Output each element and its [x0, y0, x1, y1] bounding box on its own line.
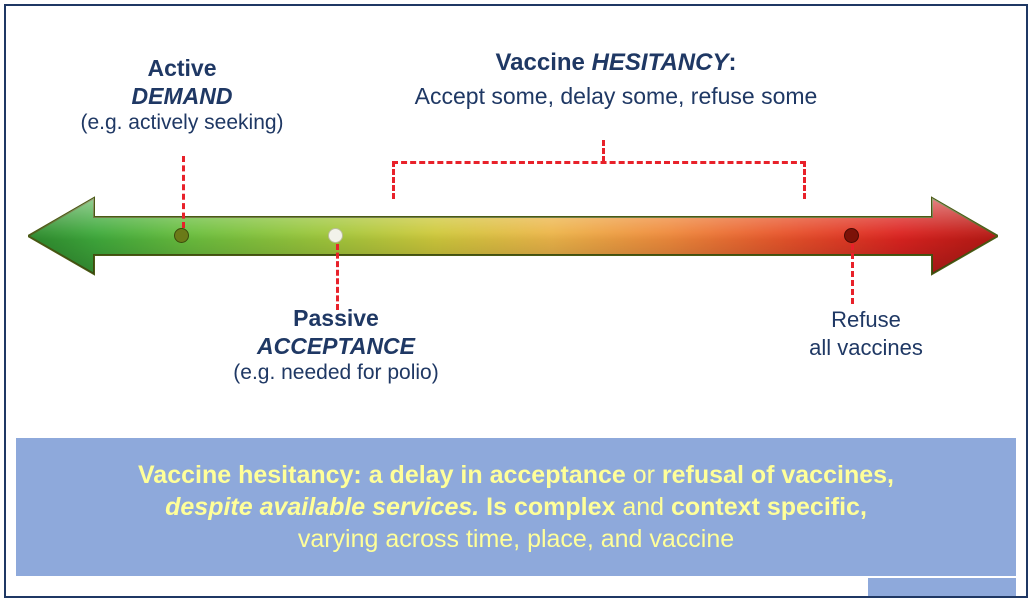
definition-line2-part-b: Is complex — [479, 493, 616, 521]
definition-line1-part-a: Vaccine hesitancy: a delay in acceptance — [138, 461, 626, 489]
definition-line1-part-b: or — [625, 461, 662, 489]
definition-line2-part-e: , — [859, 493, 867, 521]
label-passive-acceptance — [166, 304, 506, 386]
definition-line-1 — [138, 459, 894, 491]
label-hesitancy-heading-suffix: : — [728, 49, 737, 76]
definition-line-2 — [165, 491, 867, 523]
definition-line-3: varying across time, place, and vaccine — [297, 525, 735, 553]
passive-acceptance-point — [328, 228, 343, 243]
label-hesitancy-heading-emphasis: HESITANCY — [591, 49, 729, 76]
slide-border — [4, 4, 1028, 598]
label-hesitancy-heading-prefix: Vaccine — [495, 49, 592, 76]
hesitancy-bracket-stem — [602, 140, 605, 162]
refuse-all-point — [844, 228, 859, 243]
active-demand-point — [174, 228, 189, 243]
label-hesitancy-heading — [336, 48, 896, 77]
label-passive-acceptance-line3: (e.g. needed for polio) — [233, 361, 439, 385]
label-refuse-line2: all vaccines — [809, 334, 923, 360]
label-vaccine-hesitancy — [336, 48, 896, 110]
continuum-diagram — [6, 6, 1026, 438]
label-passive-acceptance-line1: Passive — [293, 305, 379, 331]
label-active-demand-line1: Active — [147, 55, 217, 81]
definition-line2-part-a: despite available services. — [165, 493, 480, 521]
leader-line-refuse-all — [851, 244, 854, 304]
label-refuse-all-vaccines — [736, 306, 996, 361]
definition-line2-part-d: context specific — [670, 493, 860, 521]
definition-banner — [16, 438, 1016, 576]
leader-line-active-demand — [182, 156, 185, 228]
definition-line2-part-c: and — [615, 493, 671, 521]
label-active-demand-line3: (e.g. actively seeking) — [80, 111, 284, 135]
hesitancy-bracket-left-leg — [392, 161, 395, 199]
label-hesitancy-subtitle: Accept some, delay some, refuse some — [414, 83, 818, 110]
label-refuse-line1: Refuse — [831, 307, 901, 332]
label-active-demand — [22, 54, 342, 136]
definition-line1-part-c: refusal of vaccines, — [661, 461, 894, 489]
hesitancy-bracket-bar — [392, 161, 806, 164]
leader-line-passive-acceptance — [336, 244, 339, 310]
bottom-strip-accent — [868, 578, 1016, 596]
hesitancy-bracket-right-leg — [803, 161, 806, 199]
bottom-strip — [16, 578, 1016, 596]
label-passive-acceptance-line2: ACCEPTANCE — [256, 333, 416, 360]
label-active-demand-line2: DEMAND — [131, 83, 233, 110]
